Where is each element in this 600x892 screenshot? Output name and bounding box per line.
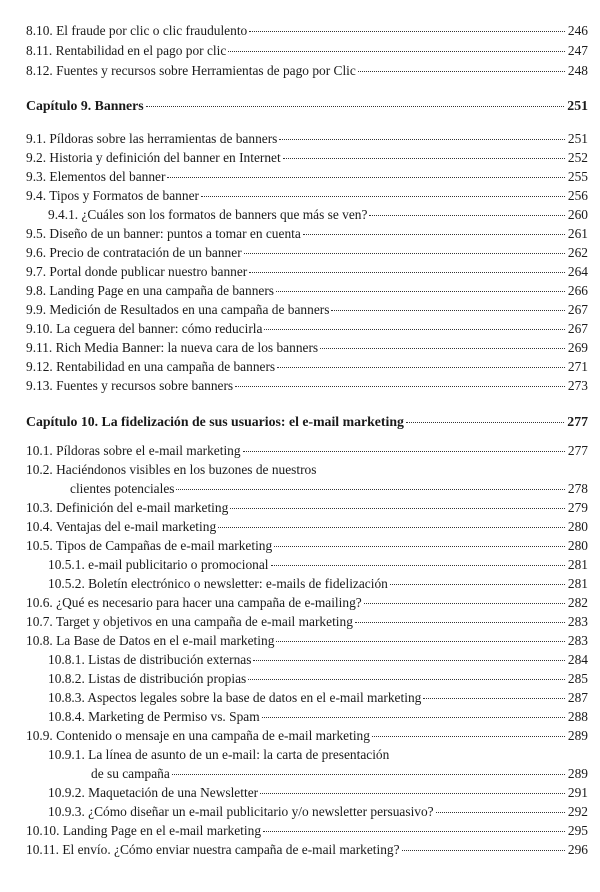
toc-entry[interactable] bbox=[26, 282, 588, 299]
toc-label: 8.10. El fraude por clic o clic fraudulento bbox=[26, 23, 248, 38]
toc-leader bbox=[249, 31, 565, 32]
toc-entry[interactable] bbox=[48, 670, 588, 687]
toc-page: 269 bbox=[567, 340, 588, 355]
toc-entry[interactable] bbox=[48, 689, 588, 706]
toc-label: 10.5. Tipos de Campañas de e-mail marketing bbox=[26, 538, 273, 553]
toc-page: 283 bbox=[567, 633, 588, 648]
toc-label: 10.10. Landing Page en el e-mail marketing bbox=[26, 823, 262, 838]
toc-entry[interactable] bbox=[26, 168, 588, 185]
toc-leader bbox=[372, 736, 565, 737]
toc-entry[interactable] bbox=[48, 746, 588, 763]
toc-page: 279 bbox=[567, 500, 588, 515]
toc-label: 9.9. Medición de Resultados en una campaña de banners bbox=[26, 302, 330, 317]
toc-page: 271 bbox=[567, 359, 588, 374]
toc-leader bbox=[320, 348, 565, 349]
toc-leader bbox=[355, 622, 565, 623]
toc-label: 10.8.2. Listas de distribución propias bbox=[48, 671, 247, 686]
toc-page: 295 bbox=[567, 823, 588, 838]
toc-page: 261 bbox=[567, 226, 588, 241]
toc-entry-continuation[interactable] bbox=[70, 480, 588, 497]
toc-page: 280 bbox=[567, 519, 588, 534]
toc-page: 281 bbox=[567, 576, 588, 591]
toc-label: 9.6. Precio de contratación de un banner bbox=[26, 245, 242, 260]
toc-page: 251 bbox=[567, 131, 588, 146]
toc-label: 9.2. Historia y definición del banner en Internet bbox=[26, 150, 281, 165]
toc-leader bbox=[276, 641, 565, 642]
toc-leader bbox=[263, 831, 565, 832]
toc-entry[interactable] bbox=[26, 62, 588, 79]
toc-chapter-heading[interactable] bbox=[26, 413, 588, 430]
toc-entry[interactable] bbox=[48, 556, 588, 573]
toc-page: 281 bbox=[567, 557, 588, 572]
toc-leader bbox=[248, 679, 565, 680]
toc-label: 10.4. Ventajas del e-mail marketing bbox=[26, 519, 217, 534]
toc-page: 285 bbox=[567, 671, 588, 686]
toc-leader bbox=[423, 698, 565, 699]
toc-leader bbox=[146, 106, 565, 107]
toc-leader bbox=[369, 215, 564, 216]
toc-entry[interactable] bbox=[26, 613, 588, 630]
toc-page: 288 bbox=[567, 709, 588, 724]
toc-label: 10.9.2. Maquetación de una Newsletter bbox=[48, 785, 259, 800]
toc-entry[interactable] bbox=[26, 632, 588, 649]
toc-page: 256 bbox=[567, 188, 588, 203]
toc-label: 10.5.1. e-mail publicitario o promocional bbox=[48, 557, 269, 572]
toc-page: 248 bbox=[567, 63, 588, 78]
toc-label: 10.7. Target y objetivos en una campaña de e-mail marketing bbox=[26, 614, 353, 629]
toc-entry[interactable] bbox=[26, 263, 588, 280]
toc-label: 9.4. Tipos y Formatos de banner bbox=[26, 188, 199, 203]
toc-entry[interactable] bbox=[26, 518, 588, 535]
toc-page: 280 bbox=[567, 538, 588, 553]
toc-page: 252 bbox=[567, 150, 588, 165]
toc-entry[interactable] bbox=[26, 727, 588, 744]
toc-leader bbox=[390, 584, 565, 585]
toc-page: 283 bbox=[567, 614, 588, 629]
toc-page: 246 bbox=[567, 23, 588, 38]
toc-label: 9.5. Diseño de un banner: puntos a tomar en cuenta bbox=[26, 226, 301, 241]
toc-page: 296 bbox=[567, 842, 588, 857]
toc-label: Capítulo 10. La fidelización de sus usuarios: el e-mail marketing bbox=[26, 414, 404, 429]
toc-label: 10.6. ¿Qué es necesario para hacer una campaña de e-mailing? bbox=[26, 595, 362, 610]
toc-leader bbox=[402, 850, 565, 851]
toc-entry-continuation[interactable] bbox=[91, 765, 588, 782]
toc-entry[interactable] bbox=[26, 377, 588, 394]
toc-entry[interactable] bbox=[26, 149, 588, 166]
toc-page: 284 bbox=[567, 652, 588, 667]
toc-leader bbox=[276, 291, 565, 292]
toc-entry[interactable] bbox=[26, 244, 588, 261]
toc-page: 273 bbox=[567, 378, 588, 393]
toc-entry[interactable] bbox=[48, 575, 588, 592]
toc-entry[interactable] bbox=[26, 461, 588, 478]
toc-page: 266 bbox=[567, 283, 588, 298]
toc-entry[interactable] bbox=[48, 803, 588, 820]
toc-label: 9.3. Elementos del banner bbox=[26, 169, 166, 184]
toc-leader bbox=[331, 310, 564, 311]
toc-label: Capítulo 9. Banners bbox=[26, 98, 144, 113]
toc-entry[interactable] bbox=[26, 339, 588, 356]
toc-entry[interactable] bbox=[48, 784, 588, 801]
toc-entry[interactable] bbox=[26, 358, 588, 375]
toc-label: 10.8.4. Marketing de Permiso vs. Spam bbox=[48, 709, 260, 724]
toc-page: 291 bbox=[567, 785, 588, 800]
toc-chapter-heading[interactable] bbox=[26, 97, 588, 114]
toc-label: 9.7. Portal donde publicar nuestro banner bbox=[26, 264, 248, 279]
toc-label: 9.12. Rentabilidad en una campaña de banners bbox=[26, 359, 276, 374]
toc-leader bbox=[264, 329, 564, 330]
toc-label: de su campaña bbox=[91, 766, 170, 781]
toc-page: 264 bbox=[567, 264, 588, 279]
toc-page: 260 bbox=[567, 207, 588, 222]
toc-label: 10.1. Píldoras sobre el e-mail marketing bbox=[26, 443, 241, 458]
toc-page: 255 bbox=[567, 169, 588, 184]
toc-entry[interactable] bbox=[26, 320, 588, 337]
toc-entry[interactable] bbox=[26, 301, 588, 318]
toc-page: 278 bbox=[567, 481, 588, 496]
toc-label: 9.13. Fuentes y recursos sobre banners bbox=[26, 378, 234, 393]
toc-entry[interactable] bbox=[48, 708, 588, 725]
toc-leader bbox=[260, 793, 565, 794]
toc-entry[interactable] bbox=[26, 594, 588, 611]
toc-page: 277 bbox=[567, 443, 588, 458]
toc-leader bbox=[176, 489, 564, 490]
toc-label: 10.9.3. ¿Cómo diseñar un e-mail publicitario y/o newsletter persuasivo? bbox=[48, 804, 434, 819]
toc-leader bbox=[262, 717, 565, 718]
toc-label: 10.8.3. Aspectos legales sobre la base de datos en el e-mail marketing bbox=[48, 690, 422, 705]
toc-label: 9.8. Landing Page en una campaña de banners bbox=[26, 283, 275, 298]
toc-label: 9.1. Píldoras sobre las herramientas de banners bbox=[26, 131, 278, 146]
toc-label: 8.11. Rentabilidad en el pago por clic bbox=[26, 43, 227, 58]
toc-label: clientes potenciales bbox=[70, 481, 175, 496]
toc-label: 9.4.1. ¿Cuáles son los formatos de banners que más se ven? bbox=[48, 207, 368, 222]
toc-leader bbox=[228, 51, 565, 52]
toc-page: 289 bbox=[567, 766, 588, 781]
toc-leader bbox=[172, 774, 565, 775]
toc-page: 262 bbox=[567, 245, 588, 260]
toc-label: 10.5.2. Boletín electrónico o newsletter: e-mails de fidelización bbox=[48, 576, 388, 591]
toc-leader bbox=[243, 451, 565, 452]
toc-entry[interactable] bbox=[26, 225, 588, 242]
toc-entry[interactable] bbox=[26, 22, 588, 39]
toc-label: 10.3. Definición del e-mail marketing bbox=[26, 500, 229, 515]
toc-page: 292 bbox=[567, 804, 588, 819]
toc-page: 287 bbox=[567, 690, 588, 705]
toc-label: 8.12. Fuentes y recursos sobre Herramientas de pago por Clic bbox=[26, 63, 356, 78]
toc-entry[interactable] bbox=[26, 442, 588, 459]
toc-entry[interactable] bbox=[26, 822, 588, 839]
toc-label: 10.11. El envío. ¿Cómo enviar nuestra campaña de e-mail marketing? bbox=[26, 842, 400, 857]
toc-label: 10.8. La Base de Datos en el e-mail marketing bbox=[26, 633, 275, 648]
toc-entry[interactable] bbox=[26, 187, 588, 204]
toc-leader bbox=[201, 196, 565, 197]
toc-label: 10.2. Haciéndonos visibles en los buzones de nuestros bbox=[26, 462, 317, 477]
toc-leader bbox=[253, 660, 564, 661]
toc-leader bbox=[274, 546, 565, 547]
toc-label: 9.11. Rich Media Banner: la nueva cara de los banners bbox=[26, 340, 319, 355]
toc-leader bbox=[167, 177, 564, 178]
toc-leader bbox=[283, 158, 565, 159]
toc-leader bbox=[406, 422, 564, 423]
toc-page: 267 bbox=[567, 302, 588, 317]
toc-leader bbox=[303, 234, 565, 235]
toc-entry[interactable] bbox=[26, 537, 588, 554]
toc-page: 251 bbox=[567, 98, 588, 113]
toc-leader bbox=[279, 139, 565, 140]
toc-entry[interactable] bbox=[26, 42, 588, 59]
toc-entry[interactable] bbox=[48, 206, 588, 223]
toc-leader bbox=[244, 253, 565, 254]
toc-page: 289 bbox=[567, 728, 588, 743]
toc-leader bbox=[436, 812, 565, 813]
toc-leader bbox=[277, 367, 565, 368]
toc-leader bbox=[230, 508, 565, 509]
toc-page: 277 bbox=[567, 414, 588, 429]
toc-label: 9.10. La ceguera del banner: cómo reducirla bbox=[26, 321, 263, 336]
toc-entry[interactable] bbox=[26, 841, 588, 858]
toc-leader bbox=[271, 565, 565, 566]
toc-page: 247 bbox=[567, 43, 588, 58]
toc-leader bbox=[249, 272, 565, 273]
toc-leader bbox=[218, 527, 565, 528]
toc-leader bbox=[235, 386, 565, 387]
toc-entry[interactable] bbox=[26, 499, 588, 516]
toc-label: 10.8.1. Listas de distribución externas bbox=[48, 652, 252, 667]
toc-entry[interactable] bbox=[26, 130, 588, 147]
toc-label: 10.9.1. La línea de asunto de un e-mail: la carta de presentación bbox=[48, 747, 390, 762]
toc-leader bbox=[358, 71, 565, 72]
toc-entry[interactable] bbox=[48, 651, 588, 668]
toc-page: 282 bbox=[567, 595, 588, 610]
toc-leader bbox=[364, 603, 565, 604]
toc-label: 10.9. Contenido o mensaje en una campaña de e-mail marketing bbox=[26, 728, 370, 743]
toc-page: 267 bbox=[567, 321, 588, 336]
